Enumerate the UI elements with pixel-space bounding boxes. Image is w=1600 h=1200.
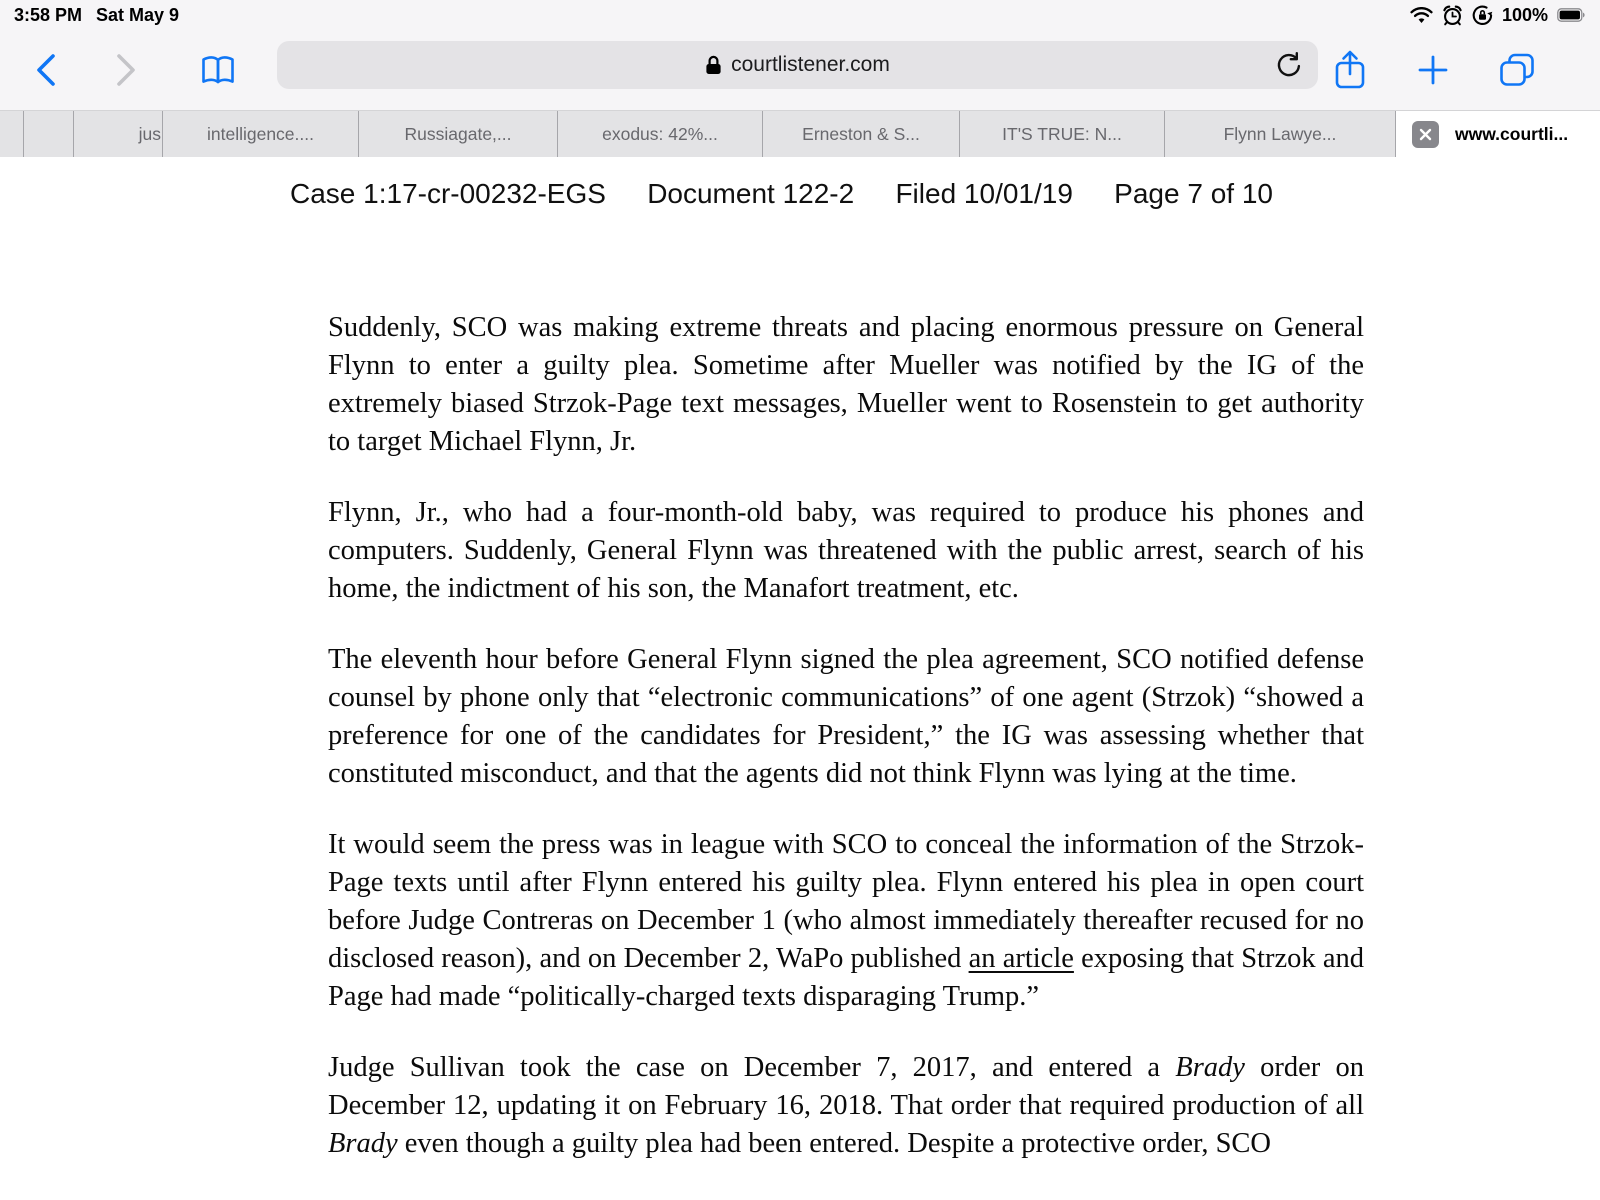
new-tab-button[interactable] xyxy=(1412,30,1454,110)
close-icon xyxy=(1418,127,1433,142)
pdf-document xyxy=(0,157,1600,1200)
underlined-article-text: an article xyxy=(968,943,1074,974)
lock-icon xyxy=(705,54,722,76)
tab-label: IT'S TRUE: N... xyxy=(1002,123,1122,144)
wifi-icon xyxy=(1410,7,1433,24)
chevron-left-icon xyxy=(35,52,57,88)
paragraph-5: Judge Sullivan took the case on December 7, 2017, and entered a Brady order on December 12, updating it on February 16, 2018. That order that required production of all Brady even though a guilty plea had been entered. Despite a protective order, SCO xyxy=(328,1052,1364,1159)
page-number: Page 7 of 10 xyxy=(1114,178,1273,209)
address-bar[interactable] xyxy=(277,41,1318,89)
tab-label: intelligence.... xyxy=(206,123,314,144)
tab-jus[interactable] xyxy=(74,111,163,157)
refresh-icon xyxy=(1274,51,1302,79)
tab-label: www.courtli... xyxy=(1455,123,1569,144)
tab-switcher-button[interactable] xyxy=(1494,30,1540,110)
tab-erneston[interactable] xyxy=(763,111,960,157)
tab-label: jus xyxy=(138,123,161,144)
italic-brady-2: Brady xyxy=(328,1128,398,1159)
back-button[interactable] xyxy=(26,30,66,110)
forward-button[interactable] xyxy=(106,30,146,110)
url-text: courtlistener.com xyxy=(731,53,890,76)
paragraph-1: Suddenly, SCO was making extreme threats and placing enormous pressure on General Flynn to enter a guilty plea. Sometime after Mueller was notified by the IG of the extremely biased Strzok-Page text messages, Mueller went to Rosenstein to get authority to target Michael Flynn, Jr. xyxy=(328,312,1364,457)
tab-exodus[interactable] xyxy=(558,111,763,157)
tab-its-true[interactable] xyxy=(960,111,1165,157)
reload-button[interactable] xyxy=(1266,44,1310,86)
case-number: Case 1:17-cr-00232-EGS xyxy=(290,178,606,209)
share-button[interactable] xyxy=(1328,30,1372,110)
rotation-lock-icon xyxy=(1472,5,1493,26)
tab-label: Russiagate,... xyxy=(404,123,512,144)
bookmarks-button[interactable] xyxy=(196,30,240,110)
status-bar xyxy=(0,0,1600,30)
chevron-right-icon xyxy=(115,52,137,88)
filed-date: Filed 10/01/19 xyxy=(895,178,1073,209)
tab-label: Erneston & S... xyxy=(802,123,920,144)
tab-russiagate[interactable] xyxy=(359,111,558,157)
tab-remnant-2[interactable] xyxy=(24,111,74,157)
italic-brady-1: Brady xyxy=(1175,1052,1245,1083)
battery-percent: 100% xyxy=(1501,4,1548,25)
case-header xyxy=(290,178,1273,210)
tab-bar xyxy=(0,110,1600,157)
paragraph-3: The eleventh hour before General Flynn signed the plea agreement, SCO notified defense counsel by phone only that “electronic communications” of one agent (Strzok) “showed a preference for one of the candidates for President,” the IG was assessing whether that constituted misconduct, and that the agents did not think Flynn was lying at the time. xyxy=(328,644,1364,789)
document-body xyxy=(328,309,1364,1163)
tab-flynn-lawyer[interactable] xyxy=(1165,111,1396,157)
tab-remnant-1[interactable] xyxy=(0,111,24,157)
status-date: Sat May 9 xyxy=(96,4,180,25)
tabs-icon xyxy=(1499,53,1535,87)
book-icon xyxy=(200,55,236,85)
close-tab-button[interactable] xyxy=(1412,121,1439,148)
paragraph-2: Flynn, Jr., who had a four-month-old baby, was required to produce his phones and computers. Suddenly, General Flynn was threatened with the public arrest, search of his home, the indictment of his son, the Manafort treatment, etc. xyxy=(328,497,1364,604)
plus-icon xyxy=(1417,54,1449,86)
share-icon xyxy=(1333,49,1367,91)
battery-icon xyxy=(1557,8,1586,22)
alarm-icon xyxy=(1442,5,1463,26)
document-number: Document 122-2 xyxy=(647,178,855,209)
status-time: 3:58 PM xyxy=(14,4,83,25)
tab-label: exodus: 42%... xyxy=(602,123,718,144)
tab-courtlistener-active[interactable] xyxy=(1396,111,1600,157)
tab-intelligence[interactable] xyxy=(163,111,359,157)
tab-label: Flynn Lawye... xyxy=(1223,123,1337,144)
paragraph-4: It would seem the press was in league with SCO to conceal the information of the Strzok-Page texts until after Flynn entered his guilty plea. Flynn entered his plea in open court before Judge Contreras on December 1 (who almost immediately thereafter recused for no disclosed reason), and on December 2, WaPo published an article exposing that Strzok and Page had made “politically-charged texts disparaging Trump.” xyxy=(328,829,1364,1012)
browser-toolbar xyxy=(0,30,1600,110)
